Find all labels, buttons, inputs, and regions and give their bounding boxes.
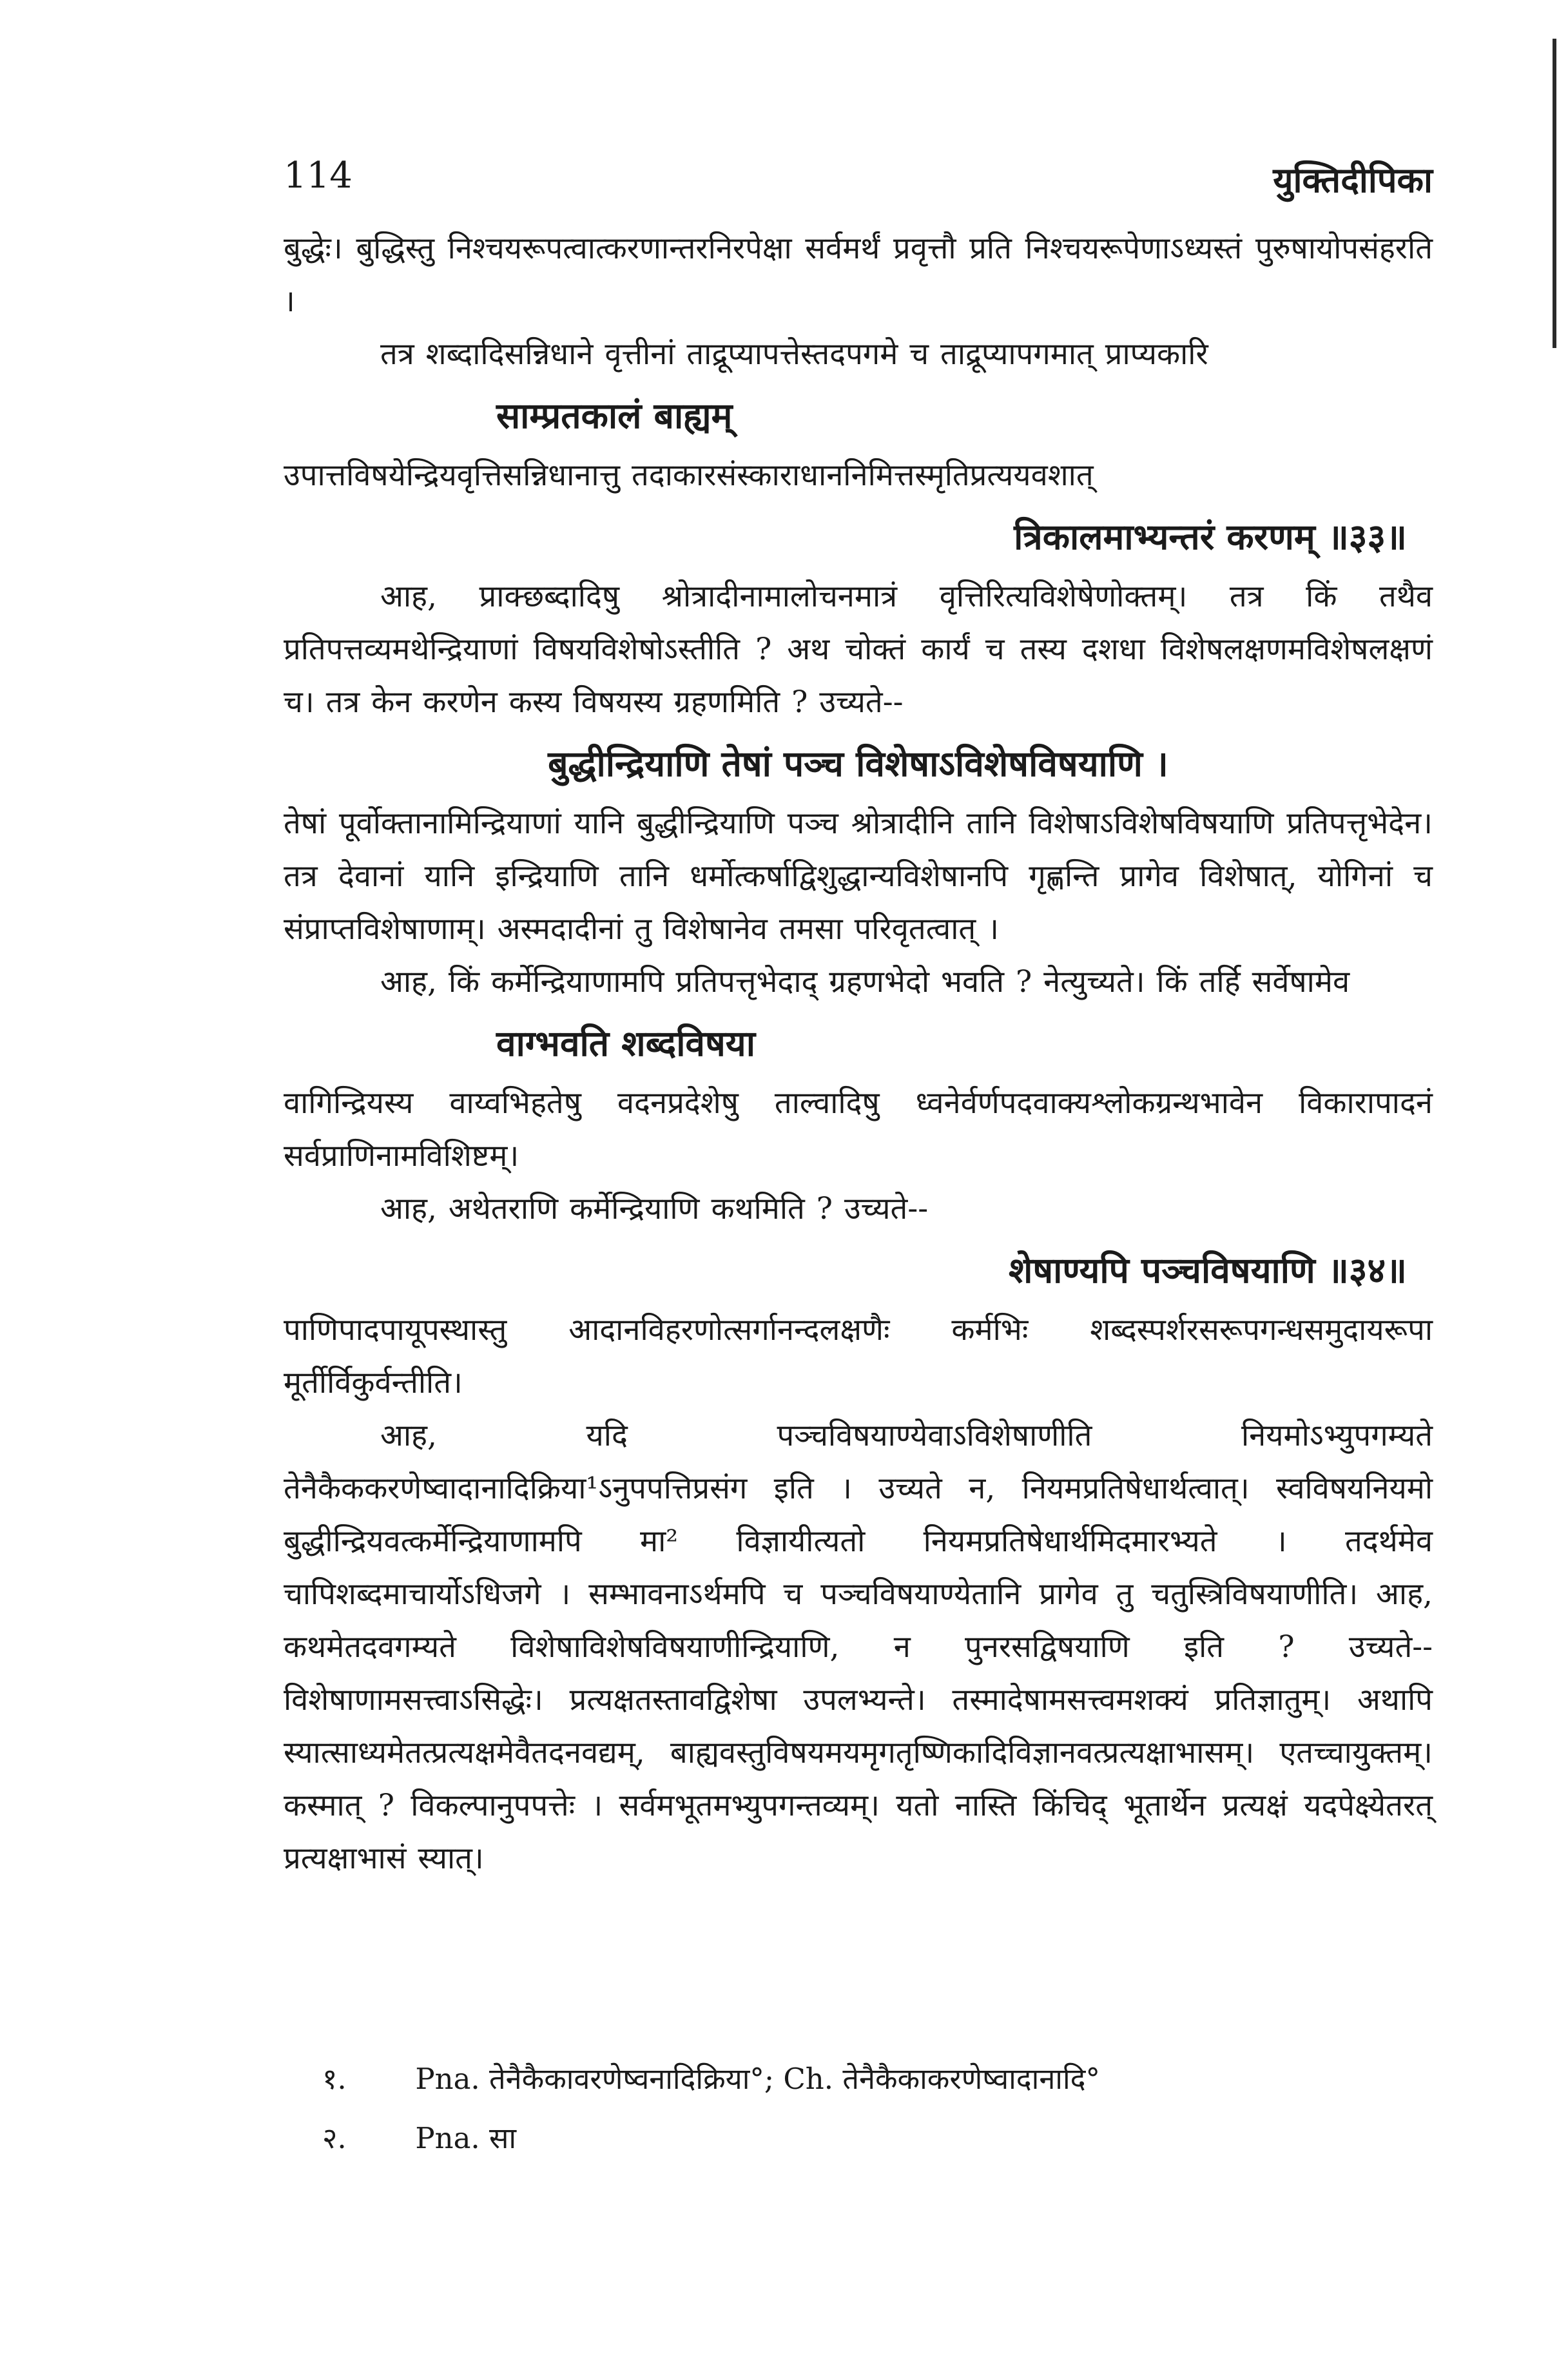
commentary-paragraph: तेषां पूर्वोक्तानामिन्द्रियाणां यानि बुद्धीन्द्रियाणि पञ्च श्रोत्रादीनि तानि विशेषाऽविशेषविषयाणि प्रतिपत्तृभेदेन। तत्र देवानां यानि इन्द्रियाणि तानि धर्मोत्कर्षाद्विशुद्धान्यविशेषानपि गृह्णन्ति प्रागेव विशेषात्, योगिनां च संप्राप्तविशेषाणाम्। अस्मदादीनां तु विशेषानेव तमसा परिवृतत्वात् । xyxy=(284,806,1433,947)
commentary-paragraph: बुद्धेः। बुद्धिस्तु निश्चयरूपत्वात्करणान्तरनिरपेक्षा सर्वमर्थं प्रवृत्तौ प्रति निश्चयरूपेणाऽध्यस्तं पुरुषायोपसंहरति । xyxy=(284,231,1433,319)
page-body xyxy=(284,222,1433,1885)
commentary-paragraph: आह, यदि पञ्चविषयाण्येवाऽविशेषाणीति नियमोऽभ्युपगम्यते तेनैकैककरणेष्वादानादिक्रिया¹ऽनुपपत्तिप्रसंग इति । उच्यते न, नियमप्रतिषेधार्थत्वात्। स्वविषयनियमो बुद्धीन्द्रियवत्कर्मेन्द्रियाणामपि मा² विज्ञायीत्यतो नियमप्रतिषेधार्थमिदमारभ्यते । तदर्थमेव चापिशब्दमाचार्योऽधिजगे । सम्भावनाऽर्थमपि च पञ्चविषयाण्येतानि प्रागेव तु चतुस्त्रिविषयाणीति। आह, कथमेतदवगम्यते विशेषाविशेषविषयाणीन्द्रियाणि, न पुनरसद्विषयाणि इति ? उच्यते--विशेषाणामसत्त्वाऽसिद्धेः। प्रत्यक्षतस्तावद्विशेषा उपलभ्यन्ते। तस्मादेषामसत्त्वमशक्यं प्रतिज्ञातुम्। अथापि स्यात्साध्यमेतत्प्रत्यक्षमेवैतदनवद्यम्, बाह्यवस्तुविषयमयमृगतृष्णिकादिविज्ञानवत्प्रत्यक्षाभासम्। एतच्चायुक्तम्। कस्मात् ? विकल्पानुपपत्तेः । सर्वमभूतमभ्युपगन्तव्यम्। यतो नास्ति किंचिद् भूतार्थेन प्रत्यक्षं यदपेक्ष्येतरत् प्रत्यक्षाभासं स्यात्। xyxy=(284,1418,1433,1876)
footnote-text: Pna. तेनैकैकावरणेष्वनादिक्रिया°; Ch. तेनैकैकाकरणेष्वादानादि° xyxy=(415,2062,1101,2096)
karika-verse: साम्प्रतकालं बाह्यम् xyxy=(496,394,733,436)
page-edge-shadow xyxy=(1553,39,1556,348)
page-header xyxy=(284,155,1433,213)
footnote-marker: २. xyxy=(322,2121,347,2155)
karika-verse: शेषाण्यपि पञ्चविषयाणि ॥३४॥ xyxy=(1008,1249,1407,1291)
commentary-paragraph: आह, अथेतराणि कर्मेन्द्रियाणि कथमिति ? उच्यते-- xyxy=(380,1191,929,1226)
footnote-text: Pna. सा xyxy=(415,2121,517,2155)
commentary-paragraph: पाणिपादपायूपस्थास्तु आदानविहरणोत्सर्गानन्दलक्षणैः कर्मभिः शब्दस्पर्शरसरूपगन्धसमुदायरूपा मूर्तीर्विकुर्वन्तीति। xyxy=(284,1312,1433,1400)
commentary-paragraph: आह, किं कर्मेन्द्रियाणामपि प्रतिपत्तृभेदाद् ग्रहणभेदो भवति ? नेत्युच्यते। किं तर्हि सर्वेषामेव xyxy=(380,964,1350,1000)
footnotes xyxy=(284,2050,1433,2168)
commentary-paragraph: तत्र शब्दादिसन्निधाने वृत्तीनां ताद्रूप्यापत्तेस्तदपगमे च ताद्रूप्यापगमात् प्राप्यकारि xyxy=(380,336,1208,372)
karika-verse: त्रिकालमाभ्यन्तरं करणम् ॥३३॥ xyxy=(1014,516,1407,557)
commentary-paragraph: वागिन्द्रियस्य वाय्वभिहतेषु वदनप्रदेशेषु ताल्वादिषु ध्वनेर्वर्णपदवाक्यश्लोकग्रन्थभावेन विकारापादनं सर्वप्राणिनामविशिष्टम्। xyxy=(284,1085,1433,1174)
footnote-marker: १. xyxy=(322,2062,347,2096)
running-title: युक्तिदीपिका xyxy=(1273,159,1433,200)
footnote xyxy=(284,2050,1433,2109)
commentary-paragraph: उपात्तविषयेन्द्रियवृत्तिसन्निधानात्तु तदाकारसंस्काराधाननिमित्तस्मृतिप्रत्ययवशात् xyxy=(284,458,1094,493)
karika-verse: वाग्भवति शब्दविषया xyxy=(496,1022,755,1064)
footnote xyxy=(284,2109,1433,2168)
page-number: 114 xyxy=(284,155,353,197)
commentary-paragraph: आह, प्राक्छब्दादिषु श्रोत्रादीनामालोचनमात्रं वृत्तिरित्यविशेषेणोक्तम्। तत्र किं तथैव प्रतिपत्तव्यमथेन्द्रियाणां विषयविशेषोऽस्तीति ? अथ चोक्तं कार्यं च तस्य दशधा विशेषलक्षणमविशेषलक्षणं च। तत्र केन करणेन कस्य विषयस्य ग्रहणमिति ? उच्यते-- xyxy=(284,579,1433,720)
karika-verse: बुद्धीन्द्रियाणि तेषां पञ्च विशेषाऽविशेषविषयाणि । xyxy=(548,742,1168,784)
